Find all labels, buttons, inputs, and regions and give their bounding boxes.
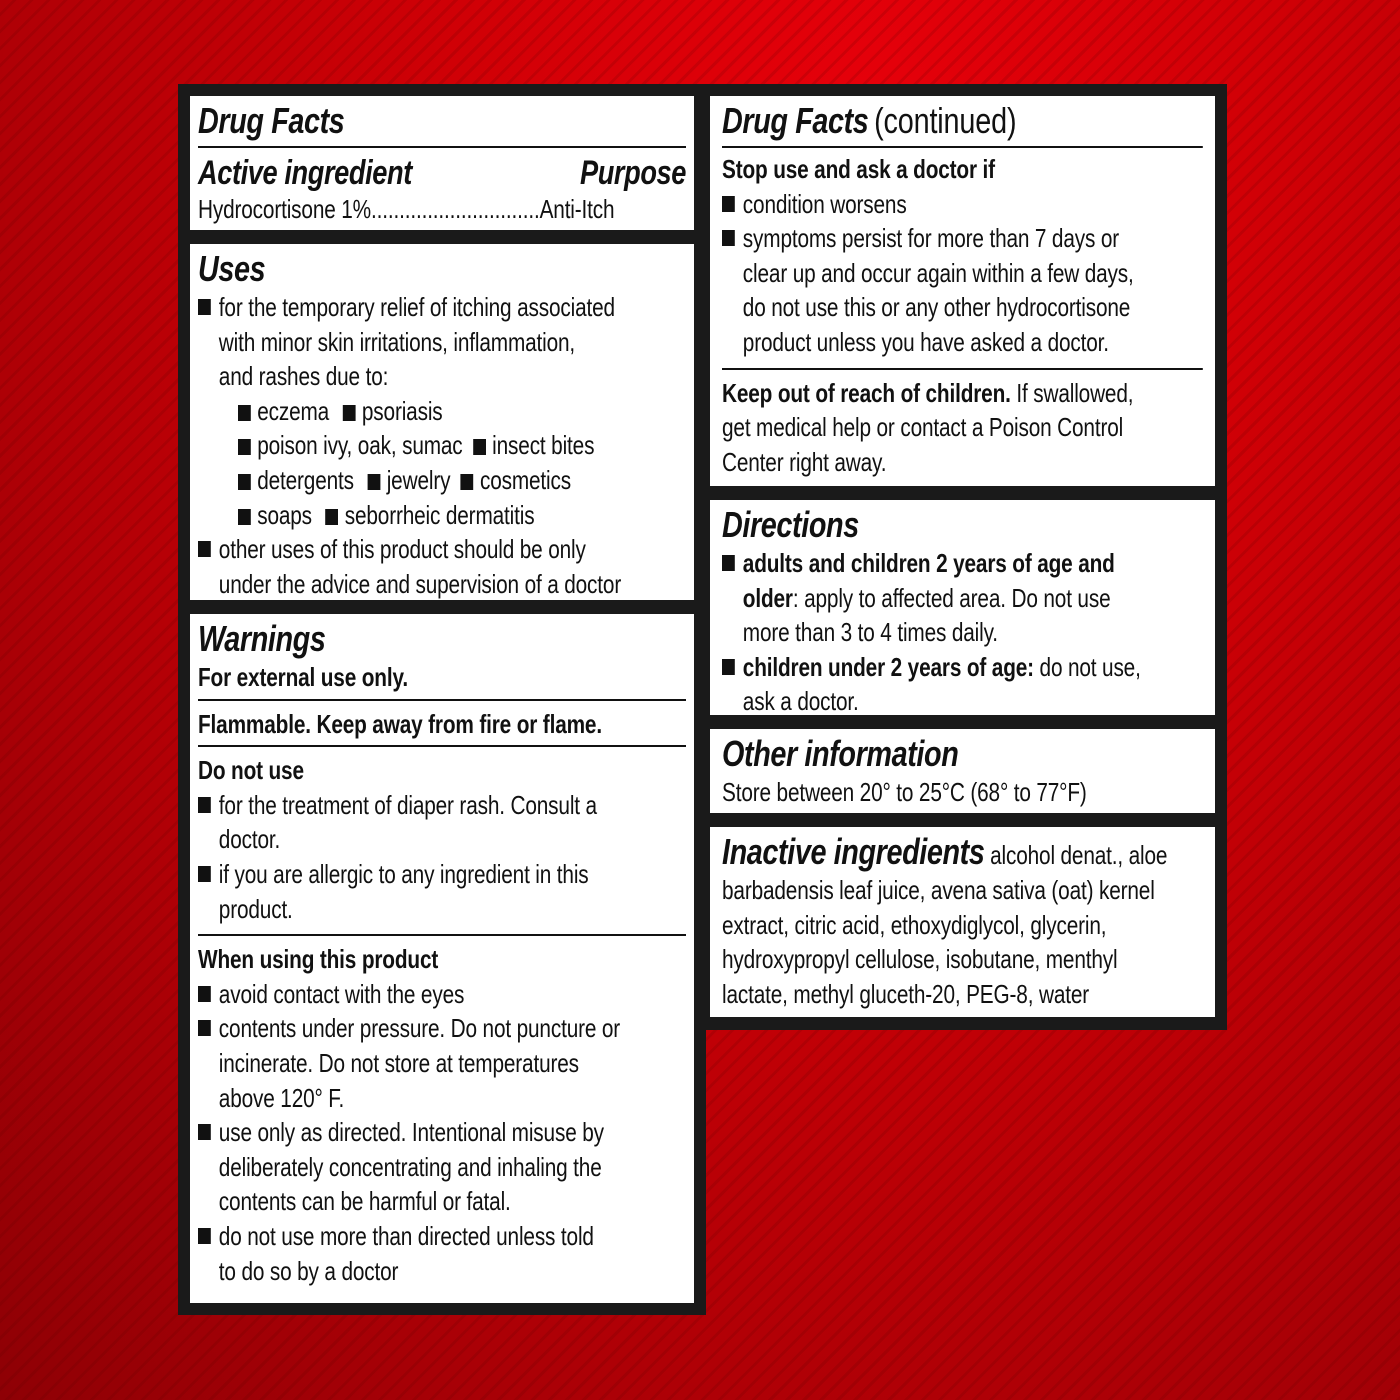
uses-panel: [190, 244, 694, 600]
inactive-ingredients-panel: Inactive ingredients alcohol denat., aloe barbadensis leaf juice, avena sativa (oat) kernel extract, citric acid, ethoxydiglycol, glycerin, hydroxypropyl cellulose, isobutane, menthyl lactate, methyl gluceth-20, PEG-8, water: [710, 827, 1215, 1017]
bullet-icon: [326, 509, 339, 525]
bullet-icon: [198, 1020, 211, 1036]
stop-use-panel: [710, 96, 1215, 486]
bullet-icon: [722, 196, 735, 212]
directions-panel: [710, 500, 1215, 715]
directions-item: adults and children 2 years of age and older: apply to affected area. Do not use more than 3 to 4 times daily.: [722, 546, 1203, 650]
purpose-label: Purpose: [579, 154, 686, 192]
bullet-icon: [343, 405, 356, 421]
do-not-use-heading: Do not use: [198, 755, 304, 786]
other-info-heading: Other information: [722, 733, 959, 774]
bullet-icon: [238, 509, 251, 525]
bullet-icon: [461, 474, 474, 490]
condition-row: detergents jewelry cosmetics: [238, 463, 686, 498]
active-purpose-header: [198, 152, 686, 192]
bullet-icon: [722, 555, 735, 571]
active-ingredient-panel: [190, 96, 694, 230]
drug-facts-continued-title: Drug Facts: [722, 100, 869, 141]
when-using-item: use only as directed. Intentional misuse by deliberately concentrating and inhaling the contents can be harmful or fatal.: [198, 1115, 686, 1219]
bullet-icon: [198, 797, 211, 813]
directions-heading: Directions: [722, 504, 859, 545]
when-using-item: do not use more than directed unless told to do so by a doctor: [198, 1219, 686, 1288]
bullet-icon: [722, 230, 735, 246]
right-column: [700, 84, 1227, 1030]
do-not-use-item: for the treatment of diaper rash. Consult a doctor.: [198, 788, 686, 857]
warnings-panel: [190, 614, 694, 1303]
bullet-icon: [238, 405, 251, 421]
external-use-text: For external use only.: [198, 662, 408, 692]
bullet-icon: [238, 474, 251, 490]
condition-row: eczema psoriasis: [238, 394, 686, 429]
bullet-icon: [198, 1124, 211, 1140]
inactive-ingredients-heading: Inactive ingredients: [722, 831, 985, 872]
condition-row: poison ivy, oak, sumac insect bites: [238, 428, 686, 463]
active-ingredient-label: Active ingredient: [198, 154, 412, 192]
left-column: [178, 84, 706, 1315]
when-using-item: contents under pressure. Do not puncture or incinerate. Do not store at temperatures above 120° F.: [198, 1011, 686, 1115]
other-info-panel: [710, 729, 1215, 813]
condition-row: soaps seborrheic dermatitis: [238, 498, 686, 533]
directions-item: children under 2 years of age: do not use, ask a doctor.: [722, 650, 1203, 715]
keep-out-text: Keep out of reach of children. If swallowed, get medical help or contact a Poison Control Center right away.: [722, 377, 1134, 477]
stop-use-item: symptoms persist for more than 7 days or clear up and occur again within a few days, do not use this or any other hydrocortisone product unless you have asked a doctor.: [722, 221, 1203, 359]
bullet-icon: [722, 659, 735, 675]
when-using-item: avoid contact with the eyes: [198, 977, 686, 1012]
drug-facts-title: Drug Facts: [198, 100, 345, 141]
bullet-icon: [198, 986, 211, 1002]
bullet-icon: [198, 1228, 211, 1244]
active-ingredient-line: Hydrocortisone 1%..............................Anti-Itch: [198, 194, 615, 224]
uses-item: for the temporary relief of itching associated with minor skin irritations, inflammation, and rashes due to:: [198, 290, 686, 394]
warnings-heading: Warnings: [198, 618, 326, 659]
uses-conditions: [198, 394, 686, 532]
stop-use-item: condition worsens: [722, 187, 1203, 222]
bullet-icon: [198, 541, 211, 557]
bullet-icon: [198, 299, 211, 315]
bullet-icon: [198, 866, 211, 882]
do-not-use-item: if you are allergic to any ingredient in this product.: [198, 857, 686, 926]
uses-item: other uses of this product should be only under the advice and supervision of a doctor: [198, 532, 686, 600]
uses-heading: Uses: [198, 248, 266, 289]
bullet-icon: [238, 439, 251, 455]
storage-text: Store between 20° to 25°C (68° to 77°F): [722, 777, 1087, 807]
continued-suffix: (continued): [874, 100, 1017, 141]
bullet-icon: [368, 474, 381, 490]
flammable-text: Flammable. Keep away from fire or flame.: [198, 708, 602, 739]
when-using-heading: When using this product: [198, 944, 439, 975]
bullet-icon: [473, 439, 486, 455]
stop-use-heading: Stop use and ask a doctor if: [722, 154, 995, 184]
